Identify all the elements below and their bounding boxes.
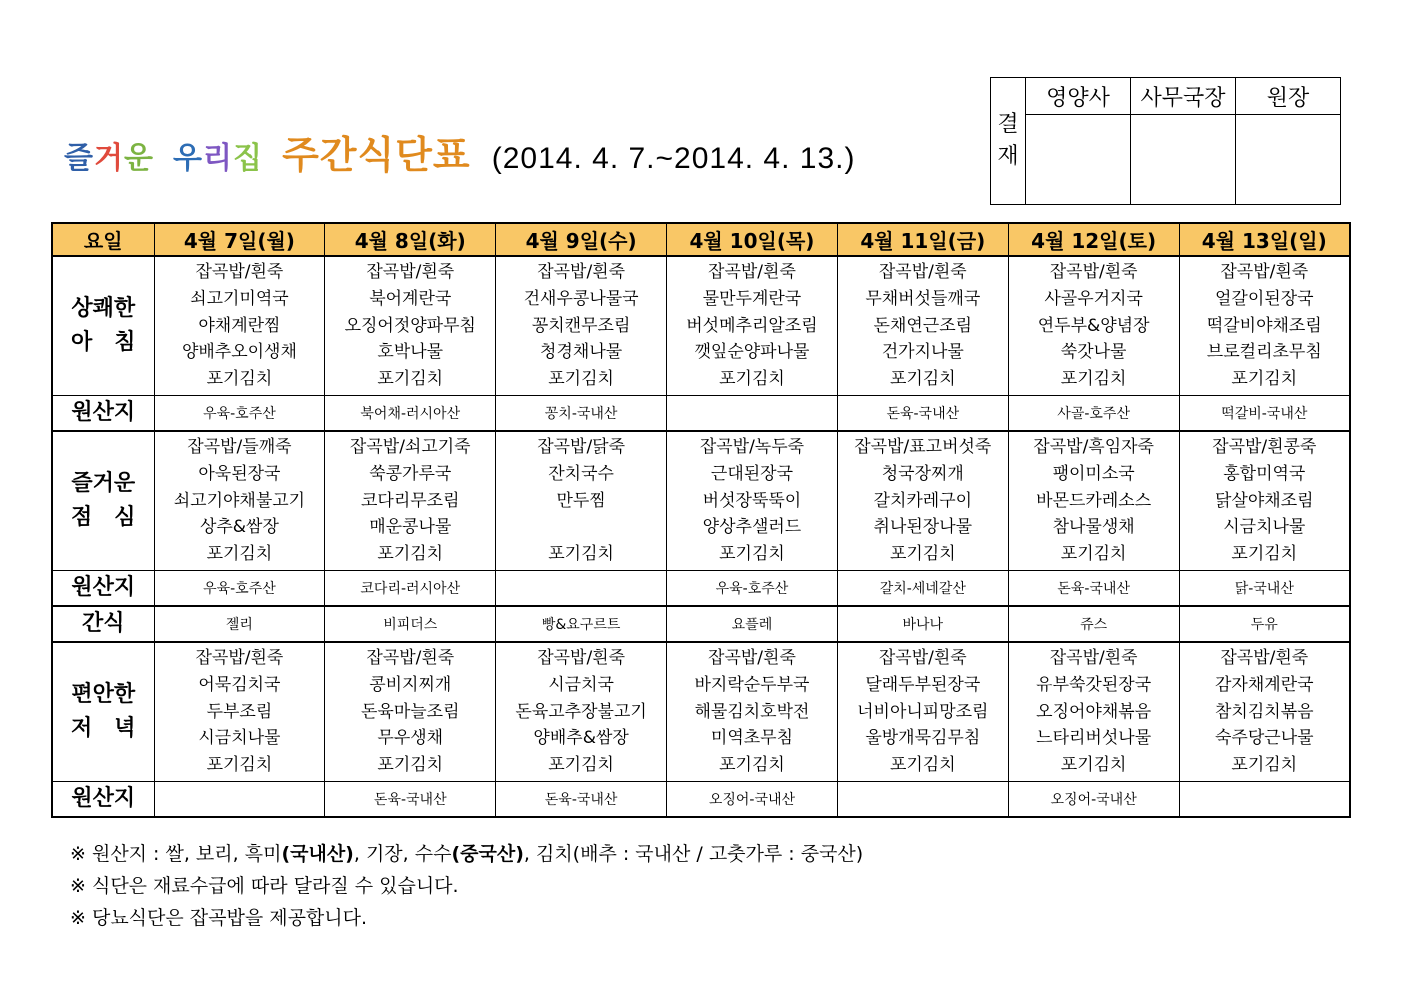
menu-item: 양배추&쌈장 [533,728,629,749]
menu-item: 잡곡밥/흰콩죽 [1212,436,1317,457]
footnote-line [70,870,863,902]
menu-item: 팽이미소국 [1052,463,1135,484]
menu-item: 잡곡밥/흰죽 [195,647,284,668]
menu-item: 포기김치 [719,755,785,776]
menu-item: 포기김치 [1231,369,1298,390]
breakfast-day-cell [1179,256,1350,395]
menu-item: 미역초무침 [710,728,794,749]
row-label-line: 편안한 [71,681,136,707]
menu-item: 포기김치 [206,544,273,565]
snack-cell: 비피더스 [325,606,496,642]
menu-item: 잡곡밥/흰죽 [708,647,796,668]
menu-item: 포기김치 [719,544,785,565]
header-day: 4월 12일(토) [1008,223,1179,256]
header-day: 4월 11일(금) [837,223,1008,256]
menu-item: 잡곡밥/닭죽 [537,436,626,457]
row-label-line: 점 심 [70,504,136,530]
menu-item: 포기김치 [1060,369,1127,390]
footnote-text: , 기장, 수수 [353,843,452,865]
origin-cell: 우육-호주산 [154,395,325,431]
origin-cell: 갈치-세네갈산 [837,570,1008,606]
lunch-row [52,431,1350,570]
menu-item: 어묵김치국 [198,674,281,695]
menu-item: 잔치국수 [548,463,614,484]
menu-item: 잡곡밥/흰죽 [1049,647,1138,668]
menu-item: 시금치나물 [198,728,281,749]
menu-item: 두부조림 [206,701,273,722]
origin-label: 원산지 [52,395,154,431]
title-char: 우 [173,141,204,176]
signature-cell[interactable] [1026,115,1131,205]
origin-cell: 돈육-국내산 [837,395,1008,431]
menu-item: 잡곡밥/흰죽 [878,647,967,668]
menu-item: 잡곡밥/흰죽 [537,262,626,282]
menu-item: 버섯메추리알조림 [686,315,818,336]
origin-cell: 오징어-국내산 [1008,781,1179,817]
menu-item [496,514,666,541]
lunch-day-cell [496,431,667,570]
menu-item: 무우생채 [377,728,444,749]
signature-cell[interactable] [1236,115,1341,205]
menu-item: 잡곡밥/흰죽 [537,647,626,668]
weekly-menu-table [51,222,1351,818]
menu-item: 돈육고추장불고기 [515,701,647,722]
snack-label: 간식 [52,606,154,642]
menu-item: 잡곡밥/흰죽 [366,647,455,668]
menu-item: 포기김치 [548,369,614,390]
menu-item: 바지락순두부국 [694,674,810,695]
title-cheerful [64,133,154,177]
origin-cell: 꽁치-국내산 [496,395,667,431]
menu-item: 포기김치 [889,369,956,390]
title-char: 거 [93,141,124,176]
menu-item: 포기김치 [377,544,444,565]
header-row [52,223,1350,256]
title-weekly-menu: 주간식단표 [282,133,471,177]
menu-item: 포기김치 [206,369,273,390]
menu-item: 포기김치 [548,544,614,565]
row-label-line: 저 녁 [70,715,136,741]
breakfast-label [52,256,154,395]
menu-item: 포기김치 [1060,544,1127,565]
menu-item: 매운콩나물 [369,517,452,538]
row-label-line: 즐거운 [71,470,136,496]
menu-item: 상추&쌈장 [199,517,279,538]
menu-item: 잡곡밥/들깨죽 [187,436,292,457]
menu-item: 청경채나물 [540,342,623,363]
menu-item: 쑥콩가루국 [369,463,452,484]
menu-item: 호박나물 [377,342,444,363]
footnote-text: (중국산) [451,843,524,865]
menu-item: 연두부&양념장 [1037,315,1150,336]
menu-item: 돈육마늘조림 [360,701,460,722]
lunch-day-cell [837,431,1008,570]
approval-role-director: 원장 [1236,78,1341,115]
origin-cell: 코다리-러시아산 [325,570,496,606]
menu-item: 아욱된장국 [198,463,281,484]
menu-item: 유부쑥갓된장국 [1036,674,1152,695]
menu-item: 오징어야채볶음 [1036,701,1152,722]
menu-item: 포기김치 [889,544,956,565]
dinner-day-cell [667,642,838,781]
menu-item: 느타리버섯나물 [1036,728,1152,749]
menu-item: 포기김치 [1231,755,1298,776]
snack-cell: 바나나 [837,606,1008,642]
menu-item: 잡곡밥/흰죽 [366,262,455,282]
header-day: 4월 9일(수) [496,223,667,256]
breakfast-day-cell [496,256,667,395]
origin-cell: 돈육-국내산 [1008,570,1179,606]
menu-item: 숙주당근나물 [1215,728,1314,749]
menu-item: 포기김치 [1231,544,1298,565]
origin-cell [154,781,325,817]
menu-item: 잡곡밥/흰죽 [195,262,284,282]
menu-item: 울방개묵김무침 [865,728,981,749]
menu-item: 포기김치 [377,755,444,776]
menu-item: 양상추샐러드 [702,517,802,538]
origin-cell: 우육-호주산 [667,570,838,606]
menu-item: 포기김치 [719,369,785,390]
dinner-day-cell [1179,642,1350,781]
origin-cell: 돈육-국내산 [496,781,667,817]
menu-item: 닭살야채조림 [1215,490,1314,511]
menu-item: 포기김치 [377,369,444,390]
origin-cell: 돈육-국내산 [325,781,496,817]
menu-item: 떡갈비야채조림 [1206,315,1322,336]
menu-item: 양배추오이생채 [181,342,297,363]
menu-item: 건새우콩나물국 [523,288,639,309]
footnote-text: ※ 식단은 재료수급에 따라 달라질 수 있습니다. [70,875,459,897]
menu-item: 잡곡밥/표고버섯죽 [854,436,992,457]
origin-cell [1179,781,1350,817]
footnote-line [70,838,863,870]
menu-item: 얼갈이된장국 [1215,288,1314,309]
breakfast-origin-row [52,395,1350,431]
menu-item: 홍합미역국 [1223,463,1306,484]
menu-item: 만두찜 [556,490,606,511]
menu-item: 해물김치호박전 [694,701,810,722]
dinner-day-cell [496,642,667,781]
origin-cell [837,781,1008,817]
title-char: 집 [233,141,263,176]
dinner-day-cell [154,642,325,781]
menu-item: 포기김치 [889,755,956,776]
menu-item: 청국장찌개 [881,463,964,484]
origin-label: 원산지 [52,781,154,817]
snack-cell: 빵&요구르트 [496,606,667,642]
menu-item: 잡곡밥/흰죽 [878,262,967,282]
breakfast-day-cell [154,256,325,395]
menu-item: 감자채계란국 [1215,674,1314,695]
lunch-day-cell [667,431,838,570]
menu-item: 포기김치 [1060,755,1127,776]
menu-item: 깻잎순양파나물 [694,342,810,363]
origin-cell [667,395,838,431]
header-day: 4월 10일(목) [667,223,838,256]
lunch-origin-row [52,570,1350,606]
snack-cell: 젤리 [154,606,325,642]
menu-item: 취나된장나물 [873,517,973,538]
snack-cell: 쥬스 [1008,606,1179,642]
menu-item: 잡곡밥/쇠고기죽 [349,436,471,457]
origin-label: 원산지 [52,570,154,606]
dinner-row [52,642,1350,781]
approval-role-office-manager: 사무국장 [1131,78,1236,115]
menu-item: 근대된장국 [710,463,794,484]
menu-item: 잡곡밥/흑임자죽 [1033,436,1154,457]
snack-cell: 두유 [1179,606,1350,642]
menu-item: 참나물생채 [1052,517,1135,538]
approval-label-1: 결 [997,112,1019,137]
header-day: 4월 7일(월) [154,223,325,256]
menu-item: 잡곡밥/녹두죽 [699,436,805,457]
menu-item: 갈치카레구이 [873,490,973,511]
menu-item: 콩비지찌개 [369,674,452,695]
footnote-text: , 김치(배추 : 국내산 / 고춧가루 : 중국산) [523,843,864,865]
menu-item: 포기김치 [548,755,614,776]
origin-cell: 우육-호주산 [154,570,325,606]
menu-item: 물만두계란국 [702,288,802,309]
origin-cell: 사골-호주산 [1008,395,1179,431]
menu-item: 쑥갓나물 [1060,342,1127,363]
menu-item: 건가지나물 [881,342,964,363]
title-our-home [173,133,263,177]
header-day: 4월 13일(일) [1179,223,1350,256]
menu-item: 시금치나물 [1223,517,1306,538]
origin-cell: 떡갈비-국내산 [1179,395,1350,431]
title-char: 운 [123,141,154,176]
menu-item: 야채계란찜 [198,315,281,336]
footnotes [70,838,863,934]
breakfast-day-cell [667,256,838,395]
breakfast-day-cell [325,256,496,395]
origin-cell: 북어채-러시아산 [325,395,496,431]
menu-item: 오징어젓양파무침 [344,315,476,336]
menu-item: 달래두부된장국 [865,674,981,695]
breakfast-day-cell [837,256,1008,395]
lunch-label [52,431,154,570]
menu-item: 잡곡밥/흰죽 [1220,262,1309,282]
signature-cell[interactable] [1131,115,1236,205]
title-char: 즐 [64,141,94,176]
row-label-line: 아 침 [70,329,136,355]
menu-item: 포기김치 [206,755,273,776]
menu-item: 꽁치캔무조림 [531,315,631,336]
menu-item: 북어계란국 [369,288,452,309]
row-label-line: 상쾌한 [71,295,136,321]
approval-label-2: 재 [997,144,1019,169]
lunch-day-cell [1008,431,1179,570]
menu-item: 쇠고기미역국 [190,288,289,309]
menu-item: 무채버섯들깨국 [865,288,981,309]
lunch-day-cell [154,431,325,570]
dinner-label [52,642,154,781]
menu-item: 잡곡밥/흰죽 [1049,262,1138,282]
header-day: 4월 8일(화) [325,223,496,256]
title-char: 리 [203,141,234,176]
origin-cell [496,570,667,606]
menu-item: 쇠고기야채불고기 [173,490,306,511]
origin-cell: 닭-국내산 [1179,570,1350,606]
approval-label [991,78,1026,205]
title-date-range: (2014. 4. 7.~2014. 4. 13.) [491,142,856,175]
menu-item: 돈채연근조림 [873,315,973,336]
footnote-text: ※ 원산지 : 쌀, 보리, 흑미 [70,843,282,865]
header-weekday-label: 요일 [52,223,154,256]
menu-item: 너비아니피망조림 [857,701,989,722]
menu-item: 코다리무조림 [360,490,460,511]
lunch-day-cell [325,431,496,570]
page-title [64,124,856,177]
menu-item: 사골우거지국 [1044,288,1143,309]
dinner-day-cell [1008,642,1179,781]
approval-box [990,77,1341,205]
menu-item: 잡곡밥/흰죽 [708,262,796,282]
snack-cell: 요플레 [667,606,838,642]
footnote-text: ※ 당뇨식단은 잡곡밥을 제공합니다. [70,907,368,929]
menu-item: 참치김치볶음 [1215,701,1314,722]
footnote-text: (국내산) [281,843,354,865]
origin-cell: 오징어-국내산 [667,781,838,817]
footnote-line [70,902,863,934]
snack-row [52,606,1350,642]
menu-item: 버섯장뚝뚝이 [702,490,802,511]
dinner-origin-row [52,781,1350,817]
dinner-day-cell [325,642,496,781]
breakfast-row [52,256,1350,395]
menu-item: 시금치국 [548,674,614,695]
menu-item: 잡곡밥/흰죽 [1220,647,1309,668]
dinner-day-cell [837,642,1008,781]
approval-role-nutritionist: 영양사 [1026,78,1131,115]
menu-item: 바몬드카레소스 [1036,490,1152,511]
breakfast-day-cell [1008,256,1179,395]
lunch-day-cell [1179,431,1350,570]
menu-item: 브로컬리초무침 [1206,342,1322,363]
